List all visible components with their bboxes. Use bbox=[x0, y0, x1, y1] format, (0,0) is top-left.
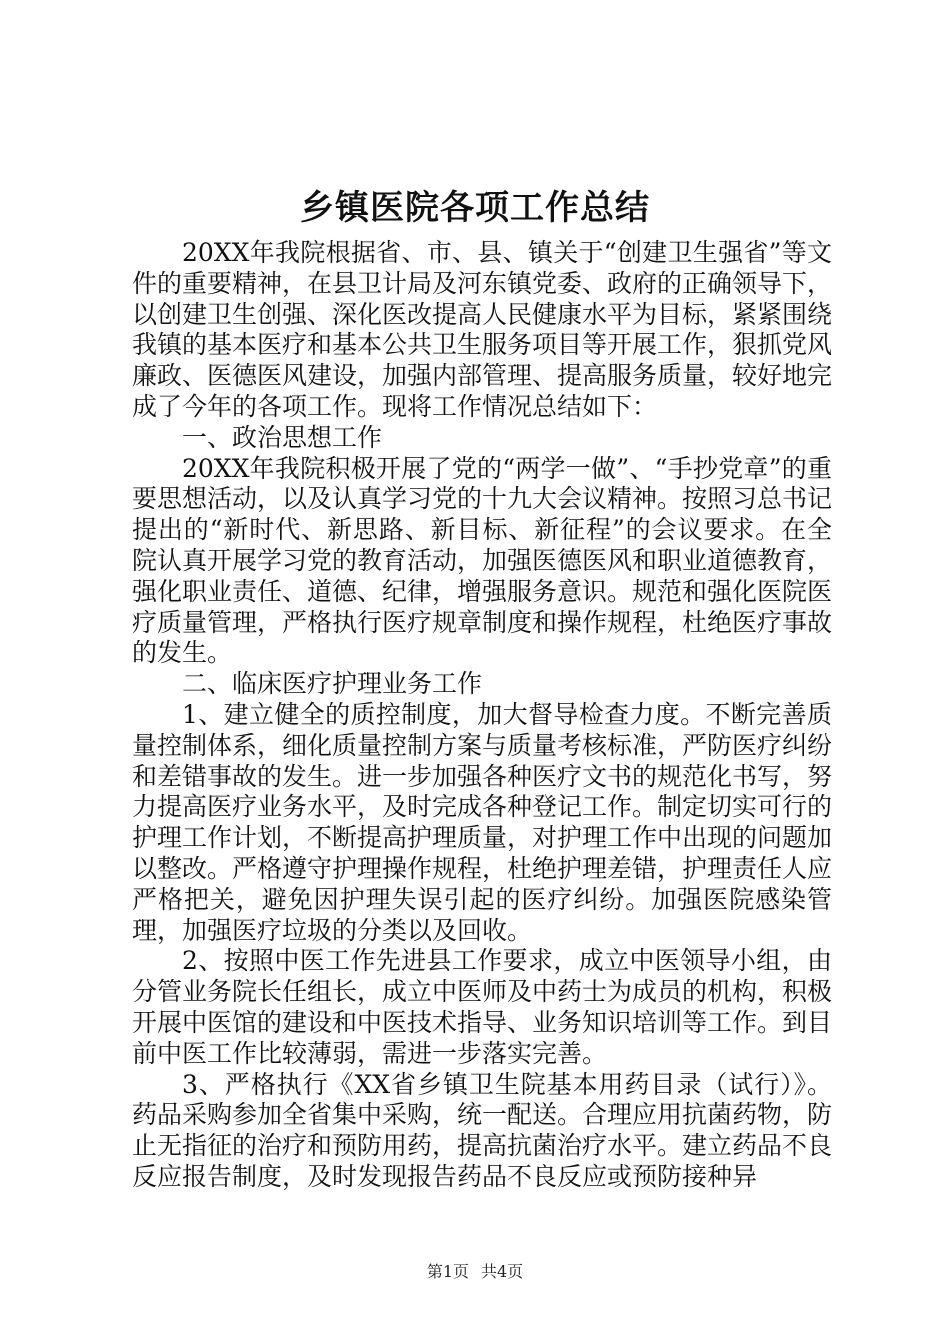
section-heading-clinical: 二、临床医疗护理业务工作 bbox=[182, 669, 483, 699]
document-title: 乡镇医院各项工作总结 bbox=[300, 188, 650, 228]
politics-paragraph: 20XX年我院积极开展了党的“两学一做”、“手抄党章”的重要思想活动，以及认真学习党的十九大会议精神。按照习总书记提出的“新时代、新思路、新目标、新征程”的会议要求。在全院认真开展学习党的教育活动，加强医德医风和职业道德教育，强化职业责任、道德、纪律，增强服务意识。规范和强化医院医疗质量管理，严格执行医疗规章制度和操作规程，杜绝医疗事故的发生。 bbox=[132, 453, 833, 668]
section-heading-politics: 一、政治思想工作 bbox=[182, 422, 383, 452]
clinical-paragraph-1: 1、建立健全的质控制度，加大督导检查力度。不断完善质量控制体系，细化质量控制方案与质量考核标准，严防医疗纠纷和差错事故的发生。进一步加强各种医疗文书的规范化书写，努力提高医疗业务水平，及时完成各种登记工作。制定切实可行的护理工作计划，不断提高护理质量，对护理工作中出现的问题加以整改。严格遵守护理操作规程，杜绝护理差错，护理责任人应严格把关，避免因护理失误引起的医疗纠纷。加强医院感染管理，加强医疗垃圾的分类以及回收。 bbox=[132, 699, 833, 945]
clinical-paragraph-3: 3、严格执行《XX省乡镇卫生院基本用药目录（试行）》。药品采购参加全省集中采购，统一配送。合理应用抗菌药物，防止无指征的治疗和预防用药，提高抗菌治疗水平。建立药品不良反应报告制度，及时发现报告药品不良反应或预防接种异 bbox=[132, 1069, 833, 1191]
document-body bbox=[132, 238, 832, 1193]
page-number: 第1页 bbox=[426, 1262, 469, 1281]
clinical-paragraph-2: 2、按照中医工作先进县工作要求，成立中医领导小组，由分管业务院长任组长，成立中医师及中药士为成员的机构，积极开展中医馆的建设和中医技术指导、业务知识培训等工作。到目前中医工作比较薄弱，需进一步落实完善。 bbox=[132, 946, 833, 1068]
intro-paragraph: 20XX年我院根据省、市、县、镇关于“创建卫生强省”等文件的重要精神，在县卫计局及河东镇党委、政府的正确领导下，以创建卫生创强、深化医改提高人民健康水平为目标，紧紧围绕我镇的基本医疗和基本公共卫生服务项目等开展工作，狠抓党风廉政、医德医风建设，加强内部管理、提高服务质量，较好地完成了今年的各项工作。现将工作情况总结如下： bbox=[132, 238, 833, 421]
page-footer bbox=[0, 1262, 950, 1282]
page-total: 共4页 bbox=[481, 1262, 524, 1281]
